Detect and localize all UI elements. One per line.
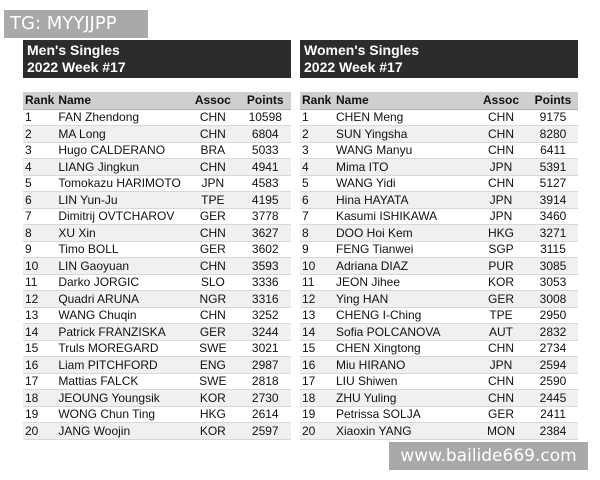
rank-cell: 16	[300, 357, 334, 374]
assoc-cell: CHN	[474, 373, 528, 390]
table-row	[300, 406, 578, 423]
name-cell: LIN Gaoyuan	[56, 258, 186, 275]
rank-cell: 6	[23, 192, 56, 209]
points-cell: 3085	[528, 258, 578, 275]
assoc-cell: CHN	[474, 109, 528, 126]
assoc-cell: SGP	[474, 241, 528, 258]
table-row	[300, 241, 578, 258]
assoc-cell: SWE	[186, 340, 239, 357]
name-cell: Xiaoxin YANG	[334, 423, 474, 440]
table-row	[300, 142, 578, 159]
assoc-cell: CHN	[474, 142, 528, 159]
header-assoc: Assoc	[186, 92, 239, 109]
points-cell: 2818	[240, 373, 291, 390]
assoc-cell: CHN	[186, 109, 239, 126]
points-cell: 4941	[240, 159, 291, 176]
name-cell: LIU Shiwen	[334, 373, 474, 390]
assoc-cell: MON	[474, 423, 528, 440]
table-row	[23, 126, 291, 143]
assoc-cell: NGR	[186, 291, 239, 308]
mens-table-body	[23, 109, 291, 439]
table-row	[300, 225, 578, 242]
table-row	[300, 340, 578, 357]
points-cell: 3252	[240, 307, 291, 324]
points-cell: 2445	[528, 390, 578, 407]
rank-cell: 8	[300, 225, 334, 242]
assoc-cell: AUT	[474, 324, 528, 341]
table-row	[23, 109, 291, 126]
points-cell: 8280	[528, 126, 578, 143]
points-cell: 5391	[528, 159, 578, 176]
table-row	[300, 159, 578, 176]
name-cell: FAN Zhendong	[56, 109, 186, 126]
name-cell: Mima ITO	[334, 159, 474, 176]
womens-singles-title: Women's Singles	[304, 42, 420, 58]
points-cell: 2950	[528, 307, 578, 324]
name-cell: JEON Jihee	[334, 274, 474, 291]
points-cell: 5033	[240, 142, 291, 159]
table-row	[300, 423, 578, 440]
table-row	[300, 373, 578, 390]
assoc-cell: GER	[186, 241, 239, 258]
rank-cell: 14	[300, 324, 334, 341]
table-row	[300, 291, 578, 308]
rank-cell: 18	[300, 390, 334, 407]
header-rank: Rank	[300, 92, 334, 109]
assoc-cell: CHN	[474, 390, 528, 407]
table-row	[23, 291, 291, 308]
name-cell: Truls MOREGARD	[56, 340, 186, 357]
name-cell: Liam PITCHFORD	[56, 357, 186, 374]
assoc-cell: HKG	[474, 225, 528, 242]
table-row	[300, 307, 578, 324]
assoc-cell: HKG	[186, 406, 239, 423]
name-cell: ZHU Yuling	[334, 390, 474, 407]
name-cell: CHEN Xingtong	[334, 340, 474, 357]
points-cell: 2411	[528, 406, 578, 423]
rank-cell: 15	[23, 340, 56, 357]
points-cell: 2832	[528, 324, 578, 341]
name-cell: Petrissa SOLJA	[334, 406, 474, 423]
name-cell: Darko JORGIC	[56, 274, 186, 291]
womens-singles-panel	[300, 40, 578, 440]
name-cell: CHENG I-Ching	[334, 307, 474, 324]
assoc-cell: JPN	[474, 357, 528, 374]
table-row	[23, 307, 291, 324]
name-cell: Adriana DIAZ	[334, 258, 474, 275]
rank-cell: 20	[300, 423, 334, 440]
assoc-cell: CHN	[186, 307, 239, 324]
name-cell: Mattias FALCK	[56, 373, 186, 390]
name-cell: WONG Chun Ting	[56, 406, 186, 423]
assoc-cell: GER	[474, 291, 528, 308]
table-row	[23, 423, 291, 440]
points-cell: 3053	[528, 274, 578, 291]
points-cell: 5127	[528, 175, 578, 192]
points-cell: 4195	[240, 192, 291, 209]
name-cell: WANG Yidi	[334, 175, 474, 192]
rank-cell: 11	[300, 274, 334, 291]
womens-singles-week: 2022 Week #17	[304, 59, 403, 75]
mens-singles-banner	[23, 40, 291, 78]
assoc-cell: PUR	[474, 258, 528, 275]
rank-cell: 12	[23, 291, 56, 308]
womens-singles-banner	[300, 40, 578, 78]
header-name: Name	[334, 92, 474, 109]
rank-cell: 8	[23, 225, 56, 242]
mens-singles-title: Men's Singles	[27, 42, 120, 58]
points-cell: 3008	[528, 291, 578, 308]
name-cell: Ying HAN	[334, 291, 474, 308]
table-row	[300, 126, 578, 143]
header-points: Points	[528, 92, 578, 109]
assoc-cell: CHN	[474, 126, 528, 143]
name-cell: JEOUNG Youngsik	[56, 390, 186, 407]
rank-cell: 17	[300, 373, 334, 390]
name-cell: DOO Hoi Kem	[334, 225, 474, 242]
points-cell: 9175	[528, 109, 578, 126]
points-cell: 3244	[240, 324, 291, 341]
rank-cell: 2	[300, 126, 334, 143]
table-row	[23, 357, 291, 374]
points-cell: 3021	[240, 340, 291, 357]
table-row	[23, 390, 291, 407]
name-cell: FENG Tianwei	[334, 241, 474, 258]
table-row	[300, 274, 578, 291]
table-row	[300, 258, 578, 275]
points-cell: 6411	[528, 142, 578, 159]
rank-cell: 5	[23, 175, 56, 192]
assoc-cell: KOR	[186, 423, 239, 440]
mens-singles-week: 2022 Week #17	[27, 59, 126, 75]
table-row	[300, 109, 578, 126]
rank-cell: 20	[23, 423, 56, 440]
table-row	[23, 241, 291, 258]
assoc-cell: SLO	[186, 274, 239, 291]
table-row	[23, 324, 291, 341]
points-cell: 6804	[240, 126, 291, 143]
assoc-cell: JPN	[474, 159, 528, 176]
points-cell: 2987	[240, 357, 291, 374]
assoc-cell: GER	[474, 406, 528, 423]
rank-cell: 4	[23, 159, 56, 176]
name-cell: MA Long	[56, 126, 186, 143]
rank-cell: 17	[23, 373, 56, 390]
table-row	[23, 175, 291, 192]
name-cell: XU Xin	[56, 225, 186, 242]
points-cell: 3316	[240, 291, 291, 308]
rank-cell: 15	[300, 340, 334, 357]
table-row	[23, 373, 291, 390]
assoc-cell: SWE	[186, 373, 239, 390]
name-cell: JANG Woojin	[56, 423, 186, 440]
name-cell: LIN Yun-Ju	[56, 192, 186, 209]
table-row	[300, 390, 578, 407]
rank-cell: 1	[300, 109, 334, 126]
name-cell: Quadri ARUNA	[56, 291, 186, 308]
assoc-cell: CHN	[474, 175, 528, 192]
points-cell: 3914	[528, 192, 578, 209]
rank-cell: 3	[23, 142, 56, 159]
tag-badge: TG: MYYJJPP	[4, 10, 148, 38]
rank-cell: 13	[23, 307, 56, 324]
rank-cell: 4	[300, 159, 334, 176]
watermark: www.bailide669.com	[389, 442, 588, 470]
assoc-cell: BRA	[186, 142, 239, 159]
points-cell: 3778	[240, 208, 291, 225]
mens-ranking-table	[23, 92, 291, 440]
rank-cell: 12	[300, 291, 334, 308]
header-rank: Rank	[25, 93, 55, 108]
rank-cell: 6	[300, 192, 334, 209]
header-points: Points	[240, 92, 291, 109]
rank-cell: 11	[23, 274, 56, 291]
rank-cell: 9	[300, 241, 334, 258]
mens-singles-panel	[23, 40, 291, 440]
table-row	[300, 357, 578, 374]
name-cell: SUN Yingsha	[334, 126, 474, 143]
table-row	[23, 258, 291, 275]
assoc-cell: CHN	[474, 340, 528, 357]
assoc-cell: ENG	[186, 357, 239, 374]
table-row	[23, 142, 291, 159]
table-row	[300, 324, 578, 341]
rank-cell: 16	[23, 357, 56, 374]
points-cell: 3336	[240, 274, 291, 291]
rank-cell: 18	[23, 390, 56, 407]
points-cell: 2730	[240, 390, 291, 407]
table-row	[23, 192, 291, 209]
points-cell: 2590	[528, 373, 578, 390]
assoc-cell: CHN	[186, 258, 239, 275]
rank-cell: 2	[23, 126, 56, 143]
rank-cell: 19	[23, 406, 56, 423]
rank-cell: 7	[300, 208, 334, 225]
table-row	[300, 192, 578, 209]
points-cell: 3593	[240, 258, 291, 275]
table-row	[23, 406, 291, 423]
name-cell: Hina HAYATA	[334, 192, 474, 209]
rank-cell: 14	[23, 324, 56, 341]
header-assoc: Assoc	[474, 92, 528, 109]
table-row	[23, 340, 291, 357]
name-cell: WANG Manyu	[334, 142, 474, 159]
table-row	[23, 274, 291, 291]
assoc-cell: CHN	[186, 225, 239, 242]
name-cell: Miu HIRANO	[334, 357, 474, 374]
points-cell: 2597	[240, 423, 291, 440]
name-cell: Kasumi ISHIKAWA	[334, 208, 474, 225]
points-cell: 4583	[240, 175, 291, 192]
header-name: Name	[56, 92, 186, 109]
rank-cell: 9	[23, 241, 56, 258]
table-row	[300, 175, 578, 192]
points-cell: 3115	[528, 241, 578, 258]
rank-cell: 13	[300, 307, 334, 324]
rank-cell: 10	[300, 258, 334, 275]
assoc-cell: CHN	[186, 126, 239, 143]
points-cell: 3460	[528, 208, 578, 225]
assoc-cell: TPE	[474, 307, 528, 324]
assoc-cell: TPE	[186, 192, 239, 209]
name-cell: Patrick FRANZISKA	[56, 324, 186, 341]
name-cell: Tomokazu HARIMOTO	[56, 175, 186, 192]
name-cell: Dimitrij OVTCHAROV	[56, 208, 186, 225]
table-row	[300, 208, 578, 225]
womens-ranking-table	[300, 92, 578, 440]
name-cell: Sofia POLCANOVA	[334, 324, 474, 341]
rank-cell: 10	[23, 258, 56, 275]
womens-table-body	[300, 109, 578, 439]
rank-cell: 3	[300, 142, 334, 159]
assoc-cell: JPN	[474, 192, 528, 209]
rank-cell: 5	[300, 175, 334, 192]
assoc-cell: CHN	[186, 159, 239, 176]
table-row	[23, 159, 291, 176]
table-row	[23, 208, 291, 225]
points-cell: 10598	[240, 109, 291, 126]
points-cell: 2384	[528, 423, 578, 440]
points-cell: 2734	[528, 340, 578, 357]
points-cell: 3627	[240, 225, 291, 242]
rank-cell: 1	[23, 109, 56, 126]
assoc-cell: KOR	[474, 274, 528, 291]
assoc-cell: GER	[186, 324, 239, 341]
name-cell: LIANG Jingkun	[56, 159, 186, 176]
assoc-cell: JPN	[474, 208, 528, 225]
points-cell: 3602	[240, 241, 291, 258]
assoc-cell: KOR	[186, 390, 239, 407]
points-cell: 2614	[240, 406, 291, 423]
name-cell: WANG Chuqin	[56, 307, 186, 324]
name-cell: Hugo CALDERANO	[56, 142, 186, 159]
assoc-cell: GER	[186, 208, 239, 225]
rank-cell: 7	[23, 208, 56, 225]
table-header-row	[300, 92, 578, 109]
table-row	[23, 225, 291, 242]
points-cell: 2594	[528, 357, 578, 374]
assoc-cell: JPN	[186, 175, 239, 192]
rank-cell: 19	[300, 406, 334, 423]
name-cell: CHEN Meng	[334, 109, 474, 126]
points-cell: 3271	[528, 225, 578, 242]
name-cell: Timo BOLL	[56, 241, 186, 258]
table-header-row	[23, 92, 291, 109]
